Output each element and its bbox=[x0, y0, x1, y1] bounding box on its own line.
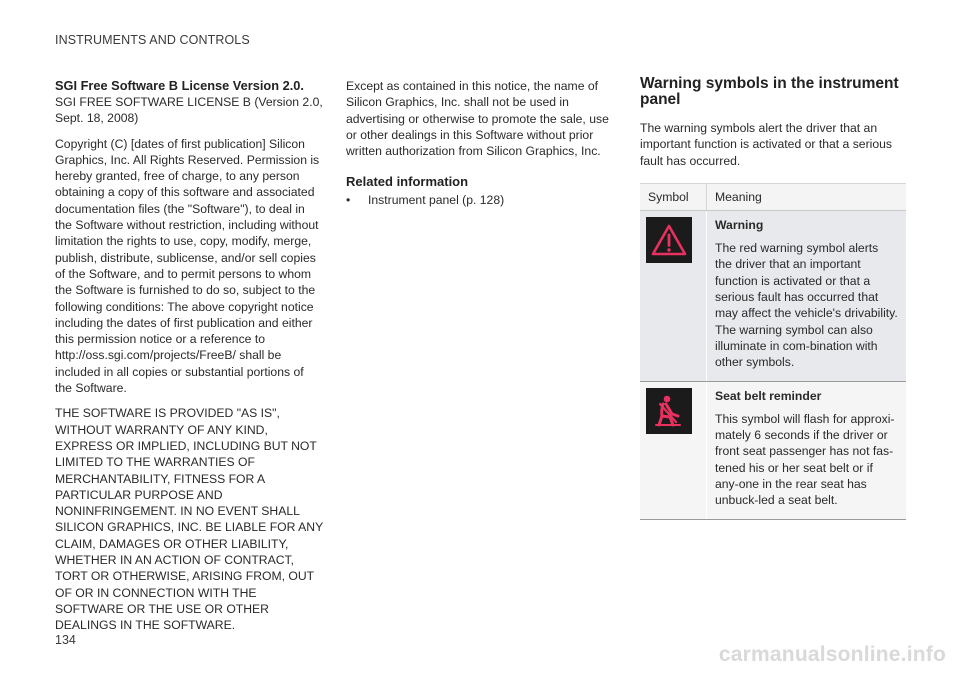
table-row bbox=[640, 210, 906, 381]
warning-triangle-icon bbox=[646, 217, 692, 263]
license-paragraph: Copyright (C) [dates of first publication] Silicon Graphics, Inc. All Rights Reserved. Permission is hereby granted, free of charge, to any person obtaining a copy of this software and associated documentation files (the "Software"), to deal in the Software without restriction, including without limitation the rights to use, copy, modify, merge, publish, distribute, sublicense, and/or sell copies of the Software, and to permit persons to whom the Software is furnished to do so, subject to the following conditions: The above copyright notice including the dates of first publication and either this permission notice or a reference to http://oss.sgi.com/projects/FreeB/ shall be included in all copies or substantial portions of the Software. bbox=[55, 136, 320, 396]
table-row bbox=[640, 381, 906, 519]
related-list-item[interactable] bbox=[346, 192, 614, 208]
meaning-cell bbox=[707, 381, 907, 519]
related-link[interactable]: Instrument panel (p. 128) bbox=[368, 193, 505, 208]
seat-belt-icon bbox=[646, 388, 692, 434]
license-subtitle: SGI FREE SOFTWARE LICENSE B (Version 2.0, Sept. 18, 2008) bbox=[55, 95, 323, 126]
symbol-cell bbox=[640, 210, 707, 381]
meaning-title: Seat belt reminder bbox=[715, 388, 822, 403]
column-warning-symbols bbox=[640, 76, 906, 520]
section-intro: The warning symbols alert the driver that an important function is activated or that a serious fault has occurred. bbox=[640, 121, 893, 168]
notice-paragraph: Except as contained in this notice, the name of Silicon Graphics, Inc. shall not be used in advertising or otherwise to promote the sale, use or other dealings in this Software without prior written authorization from Silicon Graphics, Inc. bbox=[346, 79, 609, 159]
watermark: carmanualsonline.info bbox=[718, 643, 946, 666]
running-header: INSTRUMENTS AND CONTROLS bbox=[55, 33, 250, 47]
meaning-body: The red warning symbol alerts the driver that an important function is activated or that a serious fault has occurred that may affect the vehicle's drivability. The warning symbol can also illuminate in com-bination with other symbols. bbox=[715, 241, 898, 370]
bullet: • bbox=[346, 193, 351, 208]
table-header-row bbox=[640, 183, 906, 210]
symbols-table bbox=[640, 183, 906, 520]
header-symbol: Symbol bbox=[640, 183, 707, 210]
header-meaning: Meaning bbox=[707, 183, 907, 210]
section-heading: Warning symbols in the instrument panel bbox=[640, 75, 899, 108]
symbol-cell bbox=[640, 381, 707, 519]
page-number: 134 bbox=[55, 633, 76, 647]
column-license bbox=[55, 78, 323, 634]
license-disclaimer: THE SOFTWARE IS PROVIDED "AS IS", WITHOUT WARRANTY OF ANY KIND, EXPRESS OR IMPLIED, INCLUDING BUT NOT LIMITED TO THE WARRANTIES OF MERCHANTABILITY, FITNESS FOR A PARTICULAR PURPOSE AND NONINFRINGEMENT. IN NO EVENT SHALL SILICON GRAPHICS, INC. BE LIABLE FOR ANY CLAIM, DAMAGES OR OTHER LIABILITY, WHETHER IN AN ACTION OF CONTRACT, TORT OR OTHERWISE, ARISING FROM, OUT OF OR IN CONNECTION WITH THE SOFTWARE OR THE USE OR OTHER DEALINGS IN THE SOFTWARE. bbox=[55, 406, 323, 633]
meaning-cell bbox=[707, 210, 907, 381]
license-heading: SGI Free Software B License Version 2.0. bbox=[55, 78, 304, 93]
related-heading: Related information bbox=[346, 174, 469, 190]
meaning-body: This symbol will flash for approxi-mately 6 seconds if the driver or front seat passenger has not fas-tened his or her seat belt or if any-one in the rear seat has unbuck-led a seat belt. bbox=[715, 411, 895, 508]
column-notice bbox=[346, 78, 614, 209]
meaning-title: Warning bbox=[715, 217, 764, 232]
